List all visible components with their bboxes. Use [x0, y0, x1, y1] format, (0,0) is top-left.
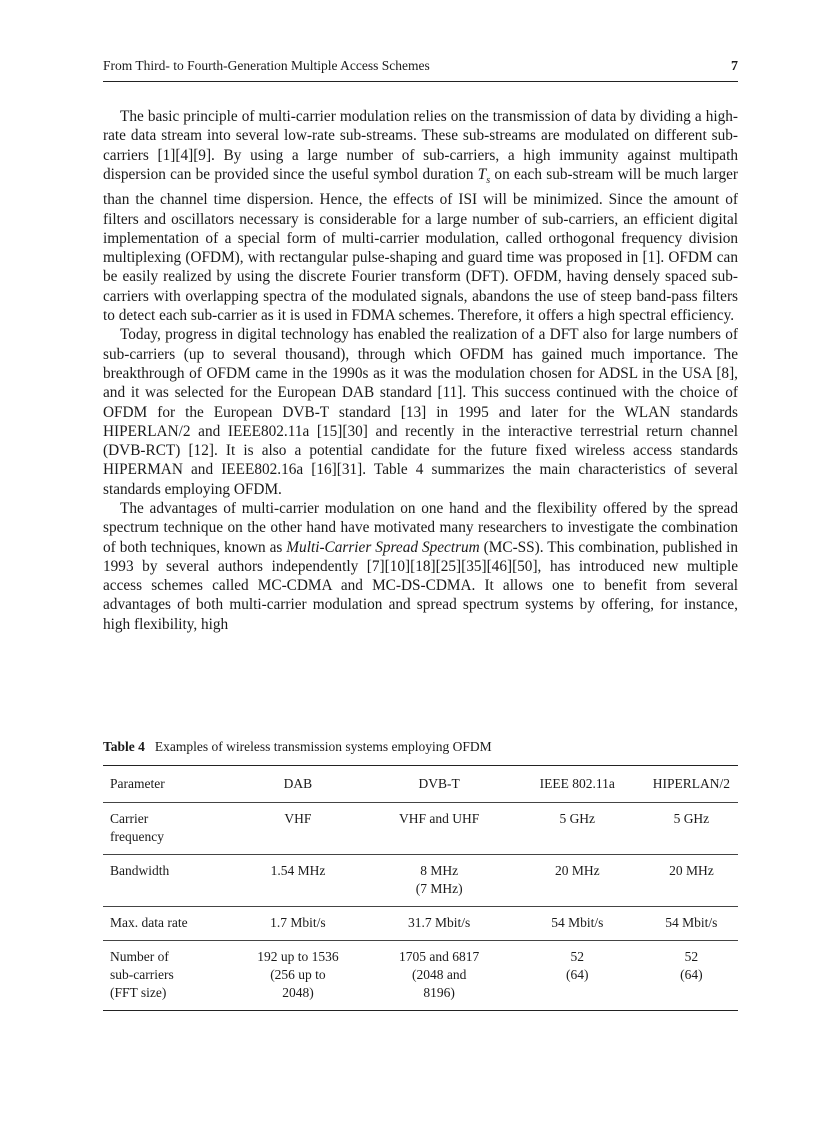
cell-line: 31.7 Mbit/s [408, 915, 471, 930]
ofdm-systems-table [103, 765, 738, 1011]
cell-line: 1.54 MHz [270, 863, 326, 878]
cell-line: 5 GHz [559, 811, 596, 826]
table-row [103, 803, 738, 855]
table-cell [645, 855, 738, 907]
cell-line: VHF [284, 811, 312, 826]
table-cell [227, 855, 368, 907]
paragraph-1-end: on each sub-stream will be much larger than the channel time dispersion. Hence, the effects of ISI will be minimized. Since the amount of filters and oscillators necessary is considerable for a large number of sub-carriers, an efficient digital implementation of a special form of multi-carrier modulation, called orthogonal frequency division multiplexing (OFDM), with rectangular pulse-shaping and guard time was proposed in [1]. OFDM can be easily realized by using the discrete Fourier transform (DFT). OFDM, having densely spaced sub-carriers with overlapping spectra of the modulated signals, abandons the use of steep band-pass filters to detect each sub-carrier as it is used in FDMA schemes. Therefore, it offers a high spectral efficiency. [103, 165, 738, 325]
cell-line: 1.7 Mbit/s [270, 915, 326, 930]
paragraph-1 [103, 107, 738, 325]
table-cell [645, 941, 738, 1011]
cell-line: 8196) [423, 985, 455, 1000]
table-cell [510, 907, 645, 941]
row-label [103, 907, 227, 941]
symbol-subscript: s [486, 174, 491, 186]
cell-line: 192 up to 1536 [257, 949, 339, 964]
column-header: IEEE 802.11a [539, 776, 615, 791]
cell-line: sub-carriers [110, 967, 174, 982]
table-cell [510, 855, 645, 907]
table-cell [227, 941, 368, 1011]
table-cell [369, 855, 510, 907]
table-cell [510, 803, 645, 855]
paragraph-3-start: The advantages of multi-carrier modulation on one hand and the flexibility offered by the spread spectrum technique on the other hand have motivated many researchers to investigate the combination of both techniques, known as [103, 499, 738, 556]
cell-line: (FFT size) [110, 985, 167, 1000]
paragraph-3-end: (MC-SS). This combination, published in 1993 by several authors independently [7][10][18][25][35][46][50], has introduced new multiple access schemes called MC-CDMA and MC-DS-CDMA. It allows one to benefit from several advantages of both multi-carrier modulation and spread spectrum systems by offering, for instance, high flexibility, high [103, 538, 738, 633]
cell-line: 52 [570, 949, 584, 964]
cell-line: Max. data rate [110, 915, 188, 930]
table-cell [645, 803, 738, 855]
cell-line: Carrier [110, 811, 149, 826]
running-header [103, 58, 738, 82]
row-label [103, 855, 227, 907]
cell-line: Number of [110, 949, 169, 964]
cell-line: 1705 and 6817 [399, 949, 480, 964]
table-caption-text: Examples of wireless transmission systems employing OFDM [154, 739, 492, 754]
running-title: From Third- to Fourth-Generation Multiple Access Schemes [103, 58, 430, 73]
cell-line: 20 MHz [554, 863, 600, 878]
cell-line: Bandwidth [110, 863, 170, 878]
table-cell [227, 803, 368, 855]
paragraph-3-emphasis: Multi-Carrier Spread Spectrum [286, 538, 480, 556]
column-header: Parameter [110, 776, 165, 791]
table-header-row [103, 766, 738, 803]
table-cell [645, 907, 738, 941]
paragraph-1-start: The basic principle of multi-carrier modulation relies on the transmission of data by dividing a high-rate data stream into several low-rate sub-streams. These sub-streams are modulated on different sub-carriers [1][4][9]. By using a large number of sub-carriers, a high immunity against multipath dispersion can be provided since the useful symbol duration [103, 108, 738, 183]
cell-line: 5 GHz [673, 811, 710, 826]
row-label [103, 803, 227, 855]
row-label [103, 941, 227, 1011]
table-row [103, 855, 738, 907]
cell-line: 54 Mbit/s [551, 915, 604, 930]
cell-line: VHF and UHF [399, 811, 480, 826]
cell-line: (2048 and [411, 967, 467, 982]
paragraph-2: Today, progress in digital technology has enabled the realization of a DFT also for large numbers of sub-carriers (up to several thousand), through which OFDM has gained much importance. The breakthrough of OFDM came in the 1990s as it was the modulation chosen for ADSL in the USA [8], and it was selected for the European DAB standard [11]. This success continued with the choice of OFDM for the European DVB-T standard [13] in 1995 and later for the WLAN standards HIPERLAN/2 and IEEE802.11a [15][30] and recently in the interactive terrestrial return channel (DVB-RCT) [12]. It is also a potential candidate for the future fixed wireless access standards HIPERMAN and IEEE802.16a [16][31]. Table 4 summarizes the main characteristics of several standards employing OFDM. [103, 326, 738, 498]
table-row [103, 907, 738, 941]
cell-line: frequency [110, 829, 164, 844]
table-cell [369, 907, 510, 941]
body-text [103, 107, 738, 634]
table-cell [227, 907, 368, 941]
symbol-duration: T [477, 165, 487, 183]
table-caption [103, 739, 738, 755]
cell-line: 52 [684, 949, 699, 964]
table-label: Table 4 [103, 739, 145, 754]
table-4 [103, 739, 738, 1011]
column-header: HIPERLAN/2 [652, 776, 730, 791]
cell-line: (64) [566, 967, 589, 982]
cell-line: 54 Mbit/s [665, 915, 718, 930]
cell-line: (256 up to [270, 967, 326, 982]
column-header: DAB [283, 776, 313, 791]
paragraph-3 [103, 499, 738, 634]
column-header: DVB-T [418, 776, 460, 791]
cell-line: 8 MHz [420, 863, 459, 878]
cell-line: 2048) [282, 985, 314, 1000]
cell-line: (64) [680, 967, 703, 982]
table-cell [510, 941, 645, 1011]
table-cell [369, 803, 510, 855]
table-cell [369, 941, 510, 1011]
cell-line: (7 MHz) [415, 881, 463, 896]
cell-line: 20 MHz [669, 863, 714, 878]
table-row [103, 941, 738, 1011]
page-number: 7 [731, 59, 738, 74]
